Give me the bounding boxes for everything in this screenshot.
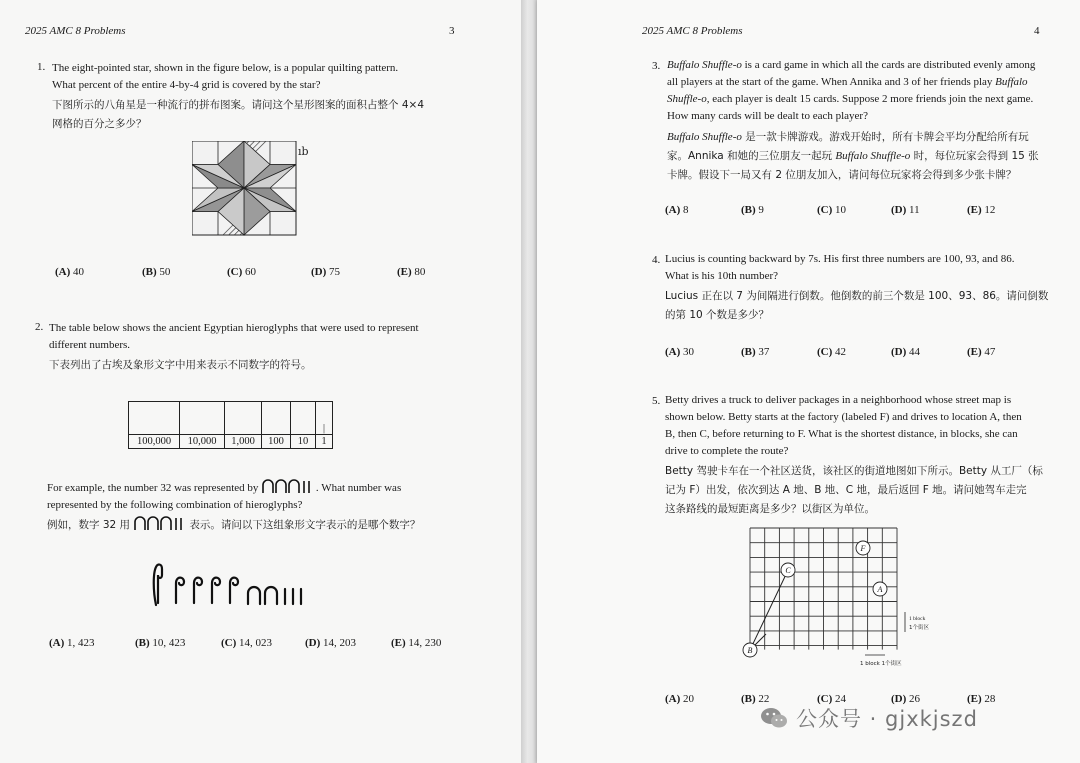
block-scale-label: 1个街区 xyxy=(909,625,929,631)
choice-value: 8 xyxy=(683,204,689,216)
choice-a[interactable] xyxy=(49,637,135,649)
text-line: 这条路线的最短距离是多少？以街区为单位。 xyxy=(665,503,875,515)
choice-b[interactable] xyxy=(741,346,817,358)
table-cell: 10,000 xyxy=(180,435,225,449)
choice-label: (E) xyxy=(391,637,406,649)
choice-d[interactable] xyxy=(891,346,967,358)
choice-b[interactable] xyxy=(741,204,817,216)
choice-b[interactable] xyxy=(135,637,221,649)
choice-value: 14, 203 xyxy=(323,637,357,649)
question-number: 4. xyxy=(652,254,661,266)
location-a-label: A xyxy=(877,585,883,594)
choice-label: (E) xyxy=(967,693,982,705)
choice-a[interactable] xyxy=(665,693,741,705)
choice-value: 20 xyxy=(683,693,695,705)
text-line: The table below shows the ancient Egyptian hieroglyphs that were used to represent xyxy=(49,322,419,334)
question-text-zh xyxy=(667,128,1077,185)
choice-a[interactable] xyxy=(55,266,142,278)
table-cell xyxy=(180,402,225,435)
question-text-zh xyxy=(665,462,1075,519)
text-line: drive to complete the route? xyxy=(665,445,789,457)
choice-e[interactable] xyxy=(967,204,1027,216)
table-cell: 100,000 xyxy=(129,435,180,449)
text-line xyxy=(667,74,1077,91)
text-line: Betty drives a truck to deliver packages in a neighborhood whose street map is xyxy=(665,394,1012,406)
text-fragment: all players at the start of the game. When Annika and 3 of her friends play xyxy=(667,76,996,88)
choice-c[interactable] xyxy=(227,266,311,278)
text-line: Lucius is counting backward by 7s. His first three numbers are 100, 93, and 86. xyxy=(665,253,1015,265)
choice-label: (E) xyxy=(967,346,982,358)
text-fragment: is a card game in which all the cards are distributed evenly among xyxy=(741,59,1036,71)
choice-value: 9 xyxy=(758,204,764,216)
choice-value: 80 xyxy=(414,266,426,278)
choice-value: 10, 423 xyxy=(152,637,186,649)
question-text-en xyxy=(665,392,1075,460)
text-line: different numbers. xyxy=(49,339,131,351)
game-title: Buffalo Shuffle-o xyxy=(835,150,911,162)
text-line: 记为 F）出发，依次到达 A 地、B 地、C 地，最后返回 F 地。请问她驾车走完 xyxy=(665,484,1027,496)
table-cell xyxy=(262,402,291,435)
page-number: 3 xyxy=(449,25,455,37)
question-number: 5. xyxy=(652,395,661,407)
location-b-label: B xyxy=(747,646,753,655)
choice-c[interactable] xyxy=(221,637,305,649)
question-text-zh xyxy=(665,287,1075,325)
choice-d[interactable] xyxy=(311,266,397,278)
text-line xyxy=(667,91,1077,108)
text-line: 下图所示的八角星是一种流行的拼布图案。请问这个星形图案的面积占整个 4×4 xyxy=(52,99,424,111)
question-text-en xyxy=(665,251,1075,285)
choice-c[interactable] xyxy=(817,346,891,358)
choice-e[interactable] xyxy=(967,346,1027,358)
choice-label: (B) xyxy=(135,637,150,649)
text-fragment: 是一款卡牌游戏。游戏开始时，所有卡牌会平均分配给所有玩 xyxy=(741,131,1029,143)
text-fragment: . What number was xyxy=(315,482,402,494)
question-number: 1. xyxy=(37,61,46,73)
wechat-icon xyxy=(760,706,788,730)
choice-a[interactable] xyxy=(665,204,741,216)
table-cell: 1,000 xyxy=(225,435,262,449)
text-fragment: 家。Annika 和她的三位朋友一起玩 xyxy=(667,150,836,162)
eight-pointed-star-figure xyxy=(192,141,312,237)
question-text-en xyxy=(52,60,462,94)
svg-text:ıb: ıb xyxy=(298,145,309,158)
table-cell: 1 xyxy=(316,435,333,449)
table-cell: 10 xyxy=(291,435,316,449)
text-fragment: 表示。请问以下这组象形文字表示的是哪个数字？ xyxy=(189,519,421,531)
example-text-en xyxy=(47,478,467,514)
choice-label: (A) xyxy=(665,346,681,358)
page-header-title: 2025 AMC 8 Problems xyxy=(25,25,126,37)
choice-value: 44 xyxy=(909,346,921,358)
choice-label: (B) xyxy=(741,693,756,705)
text-fragment: For example, the number 32 was represented by xyxy=(47,482,259,494)
hieroglyph-32-icon xyxy=(261,478,313,494)
choice-value: 47 xyxy=(984,346,996,358)
choice-b[interactable] xyxy=(142,266,227,278)
table-cell: | xyxy=(316,402,333,435)
text-line xyxy=(667,147,1077,166)
choice-label: (C) xyxy=(817,693,833,705)
right-page xyxy=(537,0,1080,763)
question-text-zh xyxy=(52,96,472,134)
choice-value: 37 xyxy=(758,346,770,358)
choice-value: 28 xyxy=(984,693,996,705)
hieroglyph-combination-figure xyxy=(150,561,320,609)
question-number: 2. xyxy=(35,321,44,333)
game-title: Shuffle-o xyxy=(667,93,707,105)
choice-value: 40 xyxy=(73,266,85,278)
text-line: Betty 驾驶卡车在一个社区送货，该社区的街道地图如下所示。Betty 从工厂（标 xyxy=(665,465,1043,477)
block-scale-label: 1 block 1个街区 xyxy=(860,661,902,667)
choice-label: (D) xyxy=(891,346,907,358)
hieroglyph-table xyxy=(128,401,333,449)
game-title: Buffalo xyxy=(995,76,1028,88)
route-line xyxy=(750,566,790,650)
choice-value: 1, 423 xyxy=(67,637,95,649)
choice-value: 30 xyxy=(683,346,695,358)
text-line: Lucius 正在以 7 为间隔进行倒数。他倒数的前三个数是 100、93、86。请问倒数 xyxy=(665,290,1049,302)
question-text-en xyxy=(667,57,1077,125)
choice-value: 10 xyxy=(835,204,847,216)
choice-d[interactable] xyxy=(305,637,391,649)
answer-choices xyxy=(665,346,1027,358)
table-cell: 100 xyxy=(262,435,291,449)
text-line: What is his 10th number? xyxy=(665,270,779,282)
question-number: 3. xyxy=(652,60,661,72)
example-text-zh xyxy=(47,515,467,535)
text-line: shown below. Betty starts at the factory (labeled F) and drives to location A, then xyxy=(665,411,1022,423)
answer-choices xyxy=(49,637,461,649)
choice-label: (C) xyxy=(817,346,833,358)
text-fragment: 时，每位玩家会得到 15 张 xyxy=(910,150,1039,162)
location-f-label: F xyxy=(860,544,866,553)
text-line xyxy=(667,57,1077,74)
hieroglyph-32-icon xyxy=(133,515,189,531)
choice-label: (E) xyxy=(397,266,412,278)
street-map-figure xyxy=(742,526,942,668)
choice-label: (D) xyxy=(891,693,907,705)
choice-value: 11 xyxy=(909,204,920,216)
page-number: 4 xyxy=(1034,25,1040,37)
choice-label: (D) xyxy=(311,266,327,278)
choice-c[interactable] xyxy=(817,204,891,216)
game-title: Buffalo Shuffle-o xyxy=(667,131,742,143)
choice-value: 60 xyxy=(245,266,257,278)
choice-label: (B) xyxy=(741,346,756,358)
choice-value: 26 xyxy=(909,693,921,705)
text-line: What percent of the entire 4-by-4 grid is covered by the star? xyxy=(52,79,321,91)
text-line: represented by the following combination of hieroglyphs? xyxy=(47,499,303,511)
choice-value: 42 xyxy=(835,346,847,358)
text-line: 的第 10 个数是多少？ xyxy=(665,309,770,321)
text-line xyxy=(667,128,1077,147)
choice-label: (E) xyxy=(967,204,982,216)
choice-label: (C) xyxy=(817,204,833,216)
choice-label: (A) xyxy=(665,204,681,216)
text-line: B, then C, before returning to F. What is the shortest distance, in blocks, she can xyxy=(665,428,1018,440)
choice-value: 14, 230 xyxy=(408,637,442,649)
page-gutter xyxy=(521,0,537,763)
answer-choices xyxy=(55,266,457,278)
choice-label: (C) xyxy=(221,637,237,649)
wechat-watermark xyxy=(760,703,978,733)
answer-choices xyxy=(665,204,1027,216)
choice-label: (B) xyxy=(142,266,157,278)
text-line: 卡牌。假设下一局又有 2 位朋友加入，请问每位玩家将会得到多少张卡牌？ xyxy=(667,169,1017,181)
table-cell xyxy=(129,402,180,435)
text-fragment: , each player is dealt 15 cards. Suppose 2 more friends join the next game. xyxy=(706,93,1034,105)
text-line: 网格的百分之多少？ xyxy=(52,118,147,130)
watermark-text: 公众号 · gjxkjszd xyxy=(796,707,978,731)
game-title: Buffalo Shuffle-o xyxy=(667,59,742,71)
table-cell xyxy=(291,402,316,435)
location-c-label: C xyxy=(785,566,791,575)
text-fragment: 例如，数字 32 用 xyxy=(47,519,131,531)
block-scale-label: 1 block xyxy=(909,616,926,622)
choice-d[interactable] xyxy=(891,204,967,216)
choice-value: 50 xyxy=(159,266,171,278)
question-text-en xyxy=(49,320,469,354)
text-line xyxy=(47,478,467,497)
page-header-title: 2025 AMC 8 Problems xyxy=(642,25,743,37)
left-page xyxy=(0,0,521,763)
choice-value: 14, 023 xyxy=(239,637,273,649)
choice-label: (B) xyxy=(741,204,756,216)
text-line: The eight-pointed star, shown in the figure below, is a popular quilting pattern. xyxy=(52,62,399,74)
table-cell xyxy=(225,402,262,435)
choice-e[interactable] xyxy=(397,266,457,278)
choice-e[interactable] xyxy=(391,637,461,649)
choice-label: (A) xyxy=(49,637,65,649)
text-line: How many cards will be dealt to each player? xyxy=(667,110,868,122)
choice-a[interactable] xyxy=(665,346,741,358)
choice-label: (A) xyxy=(665,693,681,705)
choice-value: 22 xyxy=(758,693,770,705)
choice-label: (C) xyxy=(227,266,243,278)
question-text-zh: 下表列出了古埃及象形文字中用来表示不同数字的符号。 xyxy=(49,359,312,371)
choice-value: 12 xyxy=(984,204,996,216)
choice-label: (A) xyxy=(55,266,71,278)
choice-value: 75 xyxy=(329,266,341,278)
choice-label: (D) xyxy=(891,204,907,216)
choice-label: (D) xyxy=(305,637,321,649)
choice-value: 24 xyxy=(835,693,847,705)
